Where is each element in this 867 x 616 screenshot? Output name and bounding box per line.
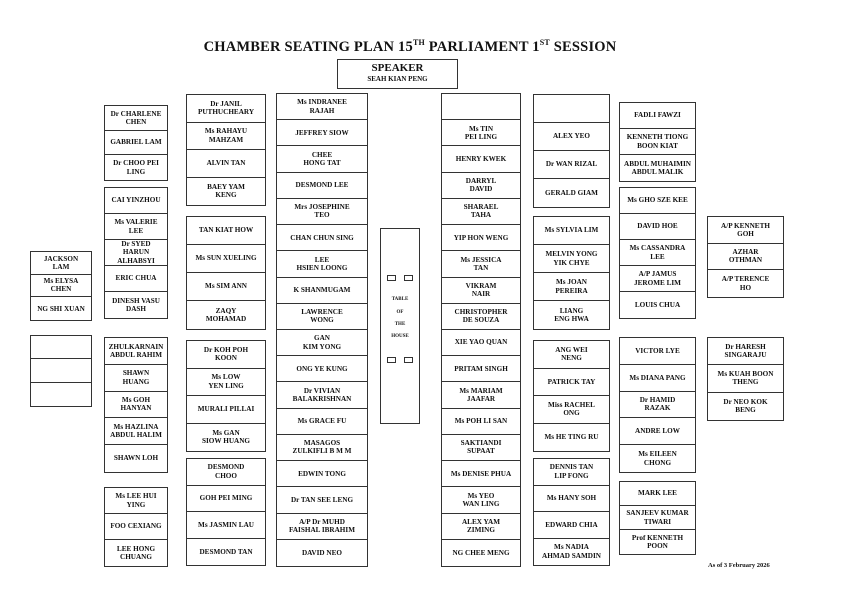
seat[interactable]: GOH PEI MING bbox=[187, 486, 265, 513]
seat[interactable]: Dr SYED HARUN ALHABSYI bbox=[105, 240, 167, 266]
table-label-line: HOUSE bbox=[391, 334, 409, 339]
seat[interactable]: SAKTIANDI SUPAAT bbox=[442, 435, 520, 461]
seat[interactable]: Ms EILEEN CHONG bbox=[638, 450, 677, 467]
seat[interactable]: Ms POH LI SAN bbox=[442, 409, 520, 435]
seat[interactable]: Ms KUAH BOON THENG bbox=[708, 365, 783, 392]
seat[interactable]: CHRISTOPHER DE SOUZA bbox=[442, 304, 520, 330]
seat[interactable]: Ms JESSICA TAN bbox=[442, 251, 520, 277]
seat[interactable]: Ms HAZLINA ABDUL HALIM bbox=[105, 418, 167, 445]
seat-block-c4 bbox=[276, 93, 368, 567]
seat[interactable]: Dr WAN RIZAL bbox=[534, 151, 609, 179]
seat-block-c8a bbox=[707, 216, 784, 298]
seat[interactable]: Ms CASSANDRA LEE bbox=[620, 240, 695, 266]
table-of-the-house bbox=[380, 228, 420, 424]
seat-block-c3a bbox=[186, 94, 266, 206]
seat[interactable]: SHAWN HUANG bbox=[105, 365, 167, 392]
seat[interactable]: DAVID NEO bbox=[301, 548, 342, 557]
seat[interactable]: Dr CHOO PEI LING bbox=[113, 159, 159, 176]
seat[interactable]: MELVIN YONG YIK CHYE bbox=[534, 245, 609, 273]
table-label-line: OF bbox=[396, 310, 404, 315]
seat[interactable]: Mrs JOSEPHINE TEO bbox=[277, 199, 367, 225]
seat-block-c2b bbox=[104, 187, 168, 319]
microphone-icon bbox=[387, 275, 396, 281]
seat[interactable]: LEE HSIEN LOONG bbox=[277, 251, 367, 277]
seat[interactable]: LIANG ENG HWA bbox=[554, 306, 589, 323]
seat-block-c2c bbox=[104, 337, 168, 473]
seat[interactable]: EDWIN TONG bbox=[277, 461, 367, 487]
seat[interactable]: VICTOR LYE bbox=[620, 338, 695, 365]
seat[interactable]: Ms GAN SIOW HUANG bbox=[202, 428, 250, 446]
seat[interactable]: CHEE HONG TAT bbox=[277, 146, 367, 172]
seat[interactable]: Ms TIN PEI LING bbox=[442, 120, 520, 146]
seat[interactable] bbox=[442, 94, 520, 120]
seat[interactable]: Ms MARIAM JAAFAR bbox=[442, 382, 520, 408]
seat[interactable]: GERALD GIAM bbox=[545, 188, 598, 197]
seat[interactable]: K SHANMUGAM bbox=[277, 278, 367, 304]
seat[interactable]: XIE YAO QUAN bbox=[442, 330, 520, 356]
seat[interactable]: Miss RACHEL ONG bbox=[534, 396, 609, 424]
seat[interactable]: Dr JANIL PUTHUCHEARY bbox=[187, 95, 265, 123]
seat-block-c3c bbox=[186, 340, 266, 452]
seat[interactable]: AZHAR OTHMAN bbox=[708, 244, 783, 271]
seat-block-c7c bbox=[619, 337, 696, 473]
seat[interactable]: A/P Dr MUHD FAISHAL IBRAHIM bbox=[277, 514, 367, 540]
seat[interactable]: PRITAM SINGH bbox=[442, 356, 520, 382]
seat[interactable]: Ms JOAN PEREIRA bbox=[534, 273, 609, 301]
seat[interactable]: ZHULKARNAIN ABDUL RAHIM bbox=[105, 338, 167, 365]
seat[interactable]: ABDUL MUHAIMIN ABDUL MALIK bbox=[624, 159, 691, 176]
seat[interactable]: PATRICK TAY bbox=[534, 369, 609, 397]
seat[interactable]: KENNETH TIONG BOON KIAT bbox=[620, 129, 695, 155]
seat[interactable] bbox=[31, 336, 91, 359]
seat-block-c3d bbox=[186, 458, 266, 566]
seat-block-c6a bbox=[533, 94, 610, 208]
seat[interactable]: ANDRE LOW bbox=[620, 418, 695, 445]
table-label-line: THE bbox=[394, 322, 406, 327]
seat[interactable]: ANG WEI NENG bbox=[534, 341, 609, 369]
seat[interactable]: CHAN CHUN SING bbox=[277, 225, 367, 251]
seat[interactable]: Dr TAN SEE LENG bbox=[277, 487, 367, 513]
seat[interactable] bbox=[534, 95, 609, 123]
seat[interactable] bbox=[31, 359, 91, 382]
seat[interactable]: Ms YEO WAN LING bbox=[442, 487, 520, 513]
seat[interactable]: Ms HE TING RU bbox=[544, 433, 599, 442]
seat[interactable]: BAEY YAM KENG bbox=[207, 182, 245, 200]
seat[interactable]: Prof KENNETH POON bbox=[631, 533, 684, 550]
seat[interactable]: Ms SYLVIA LIM bbox=[534, 217, 609, 245]
page-title: CHAMBER SEATING PLAN 15TH PARLIAMENT 1ST SESSION bbox=[203, 38, 617, 55]
seat-block-c1b bbox=[30, 335, 92, 407]
seat-block-c6b bbox=[533, 216, 610, 330]
seat-block-c2a bbox=[104, 105, 168, 181]
seat[interactable]: A/P TERENCE HO bbox=[721, 275, 770, 292]
seat[interactable]: DESMOND LEE bbox=[277, 173, 367, 199]
seat[interactable]: HENRY KWEK bbox=[442, 146, 520, 172]
seat[interactable]: SHARAEL TAHA bbox=[442, 199, 520, 225]
seat-block-c7a bbox=[619, 102, 696, 182]
seat[interactable]: ALEX YEO bbox=[534, 123, 609, 151]
table-label-line: TABLE bbox=[391, 297, 409, 302]
speaker-seat[interactable] bbox=[337, 59, 458, 89]
seat[interactable]: Ms VALERIE LEE bbox=[105, 214, 167, 240]
seat[interactable]: Ms DENISE PHUA bbox=[442, 461, 520, 487]
seat[interactable]: Dr KOH POH KOON bbox=[187, 341, 265, 369]
seat[interactable]: NG SHI XUAN bbox=[37, 304, 85, 313]
microphone-icon bbox=[404, 357, 413, 363]
seat[interactable]: EDWARD CHIA bbox=[534, 512, 609, 539]
seat[interactable]: Ms JASMIN LAU bbox=[187, 512, 265, 539]
seat[interactable]: Ms NADIA AHMAD SAMDIN bbox=[542, 543, 601, 560]
seat[interactable]: DENNIS TAN LIP FONG bbox=[534, 459, 609, 486]
seat[interactable]: Ms SIM ANN bbox=[187, 273, 265, 301]
seat[interactable]: ERIC CHUA bbox=[105, 266, 167, 292]
seat[interactable]: A/P KENNETH GOH bbox=[708, 217, 783, 244]
seat[interactable]: Ms SUN XUELING bbox=[187, 245, 265, 273]
seat[interactable]: Ms GHO SZE KEE bbox=[620, 188, 695, 214]
microphone-icon bbox=[404, 275, 413, 281]
seat[interactable]: Dr NEO KOK BENG bbox=[723, 398, 768, 415]
seat[interactable]: JEFFREY SIOW bbox=[277, 120, 367, 146]
seat[interactable]: Ms INDRANEE RAJAH bbox=[277, 94, 367, 120]
seat-block-c2d bbox=[104, 487, 168, 567]
seat[interactable]: TAN KIAT HOW bbox=[187, 217, 265, 245]
seat[interactable]: Ms HANY SOH bbox=[534, 486, 609, 513]
seat[interactable]: GABRIEL LAM bbox=[105, 131, 167, 156]
seat-block-c7b bbox=[619, 187, 696, 319]
seat[interactable]: Dr HAMID RAZAK bbox=[620, 392, 695, 419]
seat-block-c5 bbox=[441, 93, 521, 567]
seat-block-c8b bbox=[707, 337, 784, 421]
seat[interactable]: YIP HON WENG bbox=[442, 225, 520, 251]
seat-block-c6c bbox=[533, 340, 610, 452]
seat[interactable]: ZAQY MOHAMAD bbox=[205, 306, 247, 323]
seat[interactable]: ALVIN TAN bbox=[187, 150, 265, 178]
microphone-icon bbox=[387, 357, 396, 363]
seat[interactable]: SANJEEV KUMAR TIWARI bbox=[620, 506, 695, 530]
seat[interactable]: DESMOND TAN bbox=[199, 547, 253, 556]
seat[interactable]: VIKRAM NAIR bbox=[442, 278, 520, 304]
seat[interactable]: Ms DIANA PANG bbox=[620, 365, 695, 392]
seat[interactable]: Ms RAHAYU MAHZAM bbox=[187, 123, 265, 151]
seat[interactable]: Dr VIVIAN BALAKRISHNAN bbox=[277, 382, 367, 408]
seat[interactable]: ALEX YAM ZIMING bbox=[442, 514, 520, 540]
as-of-date: As of 3 February 2026 bbox=[708, 562, 770, 569]
seat[interactable]: Ms LOW YEN LING bbox=[187, 369, 265, 397]
speaker-label: SPEAKER bbox=[371, 62, 424, 74]
seat[interactable]: DAVID HOE bbox=[620, 214, 695, 240]
speaker-name: SEAH KIAN PENG bbox=[367, 75, 428, 83]
seat-block-c3b bbox=[186, 216, 266, 330]
seat[interactable]: CAI YINZHOU bbox=[105, 188, 167, 214]
seat[interactable]: Ms ELYSA CHEN bbox=[31, 275, 91, 298]
seat-block-c7d bbox=[619, 481, 696, 555]
seat[interactable]: MASAGOS ZULKIFLI B M M bbox=[277, 435, 367, 461]
seat[interactable]: FOO CEXIANG bbox=[105, 514, 167, 540]
seat[interactable]: Ms GOH HANYAN bbox=[105, 392, 167, 419]
seat-block-c1a bbox=[30, 251, 92, 321]
seat[interactable]: FADLI FAWZI bbox=[620, 103, 695, 129]
seat[interactable]: DINESH VASU DASH bbox=[112, 296, 160, 313]
seat[interactable]: Ms GRACE FU bbox=[277, 409, 367, 435]
seat[interactable]: LEE HONG CHUANG bbox=[116, 544, 156, 561]
seat[interactable]: JACKSON LAM bbox=[31, 252, 91, 275]
seat[interactable]: SHAWN LOH bbox=[113, 454, 159, 463]
seat[interactable]: NG CHEE MENG bbox=[452, 548, 510, 557]
seat[interactable]: LOUIS CHUA bbox=[634, 300, 681, 309]
seat[interactable]: MARK LEE bbox=[620, 482, 695, 506]
seat[interactable]: A/P JAMUS JEROME LIM bbox=[620, 266, 695, 292]
seat[interactable]: GAN KIM YONG bbox=[277, 330, 367, 356]
seat[interactable]: Dr CHARLENE CHEN bbox=[105, 106, 167, 131]
seat[interactable]: ONG YE KUNG bbox=[277, 356, 367, 382]
seat[interactable]: Dr HARESH SINGARAJU bbox=[708, 338, 783, 365]
seat[interactable]: Ms LEE HUI YING bbox=[105, 488, 167, 514]
seat[interactable]: DARRYL DAVID bbox=[442, 173, 520, 199]
seat-block-c6d bbox=[533, 458, 610, 566]
seat[interactable]: DESMOND CHOO bbox=[187, 459, 265, 486]
seat[interactable]: MURALI PILLAI bbox=[187, 396, 265, 424]
seat[interactable] bbox=[31, 383, 91, 406]
seat[interactable]: LAWRENCE WONG bbox=[277, 304, 367, 330]
